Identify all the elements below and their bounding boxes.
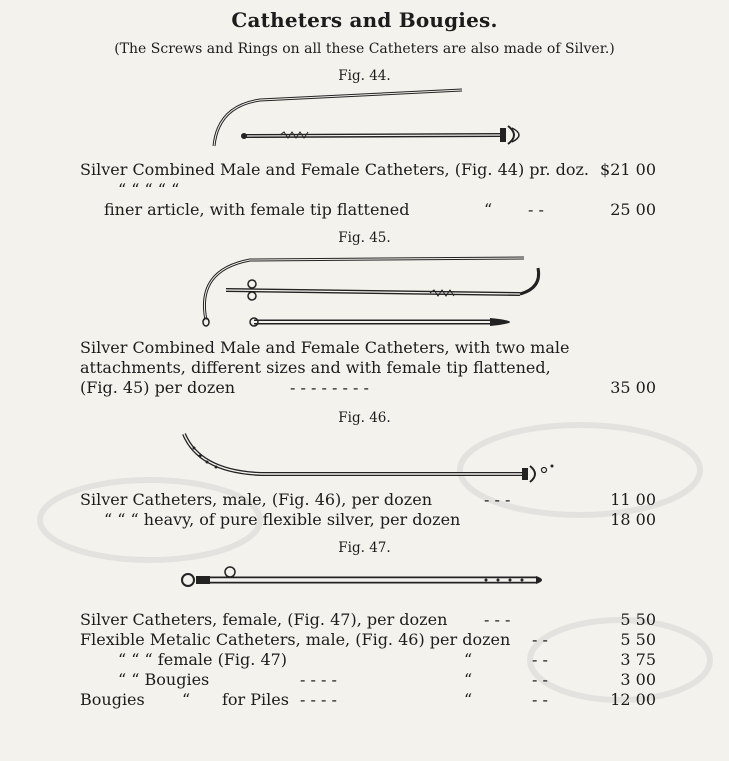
item-line: “ “ “ heavy, of pure flexible silver, per dozen [104,510,461,529]
leader-dashes: - - - - - - - - [290,378,369,397]
item-price: 3 00 [620,670,656,689]
leader-dashes: - - [528,200,544,219]
item-price: 35 00 [610,378,656,397]
item-price: 11 00 [610,490,656,509]
item-price: 12 00 [610,690,656,709]
leader-dashes: - - [532,670,548,689]
item-price: 5 50 [620,610,656,629]
ditto-mark: “ [484,200,493,219]
page-subtitle: (The Screws and Rings on all these Catheters are also made of Silver.) [114,41,615,57]
ditto-mark: “ [464,690,473,709]
item-price: 3 75 [620,650,656,669]
leader-dashes: - - [532,650,548,669]
item-price: $21 00 [600,160,656,179]
item-line: Silver Combined Male and Female Catheters, with two male [80,338,570,357]
ditto-mark: “ [182,690,191,709]
fig-46-catheter-illustration [172,428,572,488]
page-title: Catheters and Bougies. [231,8,498,32]
leader-dashes: - - - - [300,670,337,689]
fig-44-catheter-illustration [200,86,550,156]
item-line: Silver Catheters, male, (Fig. 46), per dozen [80,490,432,509]
item-price: 5 50 [620,630,656,649]
ditto-marks: “ “ “ “ “ [118,180,180,199]
fig-46-caption: Fig. 46. [338,410,391,426]
ditto-mark: “ [464,670,473,689]
leader-dashes: - - [532,690,548,709]
item-price: 18 00 [610,510,656,529]
leader-dashes: - - [532,630,548,649]
item-label: for Piles [222,690,289,709]
leader-dashes: - - - [484,490,511,509]
leader-dashes: - - - - [300,690,337,709]
item-line: “ “ “ female (Fig. 47) [118,650,288,669]
item-line: Bougies [80,690,145,709]
fig-47-catheter-illustration [176,562,556,592]
fig-44-caption: Fig. 44. [338,68,391,84]
fig-45-caption: Fig. 45. [338,230,391,246]
item-line: Silver Catheters, female, (Fig. 47), per dozen [80,610,448,629]
leader-dashes: - - - [484,610,511,629]
fig-47-caption: Fig. 47. [338,540,391,556]
item-price: 25 00 [610,200,656,219]
item-line: “ “ Bougies [118,670,210,689]
item-line: Flexible Metalic Catheters, male, (Fig. 46) per dozen [80,630,511,649]
item-line: (Fig. 45) per dozen [80,378,236,397]
fig-45-catheter-illustration [190,250,550,340]
ditto-mark: “ [464,650,473,669]
item-line: Silver Combined Male and Female Catheters, (Fig. 44) pr. doz. [80,160,589,179]
item-line: finer article, with female tip flattened [104,200,410,219]
item-line: attachments, different sizes and with female tip flattened, [80,358,551,377]
